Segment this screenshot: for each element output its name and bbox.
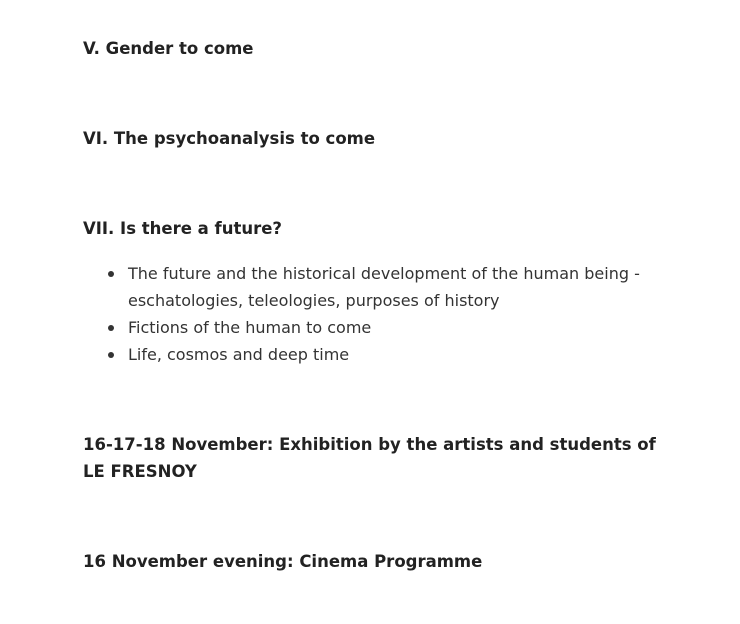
bullet-icon [108,352,114,358]
bullet-icon [108,325,114,331]
future-topics-list [83,260,663,368]
section-heading-gender: V. Gender to come [83,39,254,58]
list-item [128,260,663,314]
section-heading-future: VII. Is there a future? [83,219,282,238]
section-heading-cinema: 16 November evening: Cinema Programme [83,552,483,571]
list-item-text: Life, cosmos and deep time [128,345,350,364]
list-item-text: The future and the historical development of the human being - eschatologies, teleologies, purposes of history [128,264,640,310]
list-item [128,314,663,341]
bullet-icon [108,271,114,277]
section-heading-psychoanalysis: VI. The psychoanalysis to come [83,129,376,148]
list-item-text: Fictions of the human to come [128,318,372,337]
list-item [128,341,663,368]
section-heading-exhibition: 16-17-18 November: Exhibition by the artists and students of LE FRESNOY [83,435,656,481]
